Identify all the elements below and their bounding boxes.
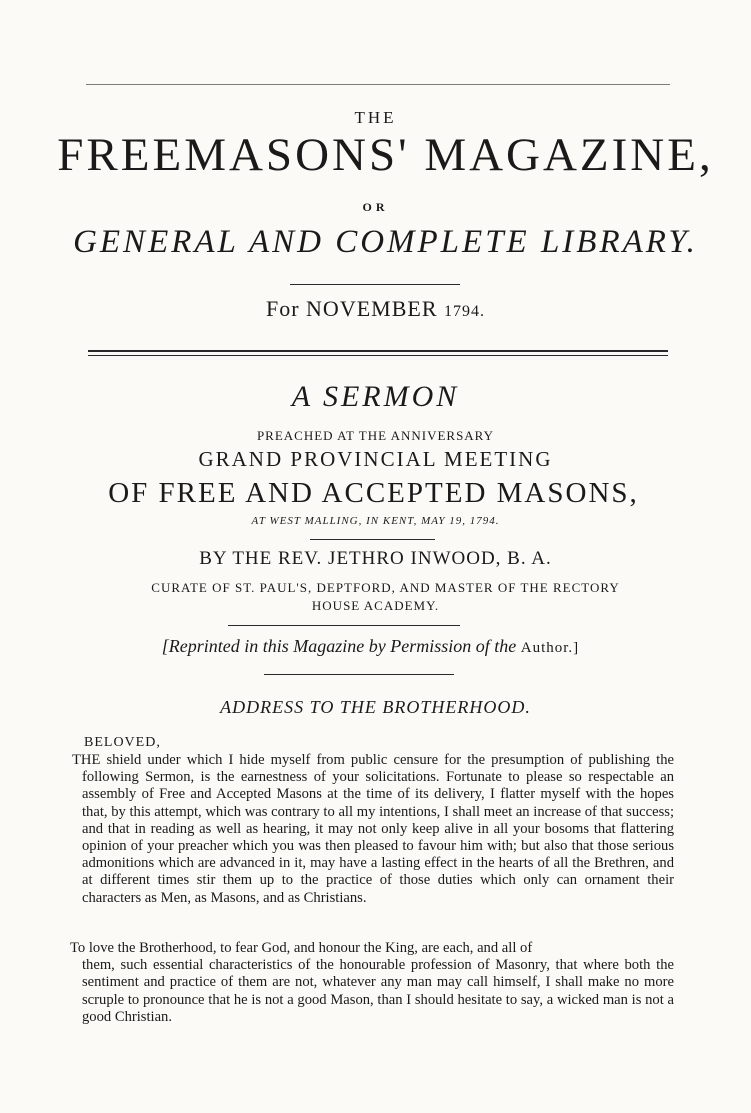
issue-prefix: For xyxy=(265,296,300,321)
curate-line-2: HOUSE ACADEMY. xyxy=(311,598,440,613)
top-rule xyxy=(86,84,670,85)
reprint-note xyxy=(0,636,746,657)
magazine-subtitle: GENERAL AND COMPLETE LIBRARY. xyxy=(73,224,698,260)
paragraph-1 xyxy=(72,752,674,907)
place-line: AT WEST MALLING, IN KENT, MAY 19, 1794. xyxy=(251,515,500,527)
meeting-line: GRAND PROVINCIAL MEETING xyxy=(198,447,553,471)
title-the: THE xyxy=(354,108,397,127)
salutation: BELOVED, xyxy=(84,735,161,750)
issue-line xyxy=(0,296,751,322)
preached-line: PREACHED AT THE ANNIVERSARY xyxy=(256,428,495,443)
reprint-text: [Reprinted in this Magazine by Permission of the xyxy=(161,636,517,656)
sermon-title: A SERMON xyxy=(291,380,460,413)
issue-rule-top xyxy=(290,284,460,285)
reprint-rule-bottom xyxy=(264,674,454,675)
paragraph-1-text: HE shield under which I hide myself from public censure for the presumption of publishing the following Sermon, is the earnestness of your solicitations. Fortunate to please so respectable an assembly of Free and Accepted Masons at the time of its delivery, I flatter myself with the hopes that, by this attempt, which was contrary to all my intentions, I shall meet an increase of that success; and that in reading as well as hearing, it may not only keep alive in all your bosoms that flattering opinion of your preacher which you was then pleased to favour him with; but also that those serious admonitions which are advanced in it, may have a lasting effect in the hearts of all the Brethren, and at different times stir them up to the practice of those duties which only can ornament their characters as Men, as Masons, and as Christians. xyxy=(80,752,674,906)
paragraph-2-text: them, such essential characteristics of the honourable profession of Masonry, that where both the sentiment and practice of them are not, whatever any man may call himself, I shall make no more scruple to pronounce that he is not a good Mason, than I should hesitate to say, a wicked man is not a good Christian. xyxy=(82,957,674,1025)
paragraph-1-initial: T xyxy=(72,752,81,768)
author-rule xyxy=(310,539,435,540)
title-or: OR xyxy=(362,200,389,214)
reprint-rule-top xyxy=(228,625,460,626)
masons-line: OF FREE AND ACCEPTED MASONS, xyxy=(108,477,639,509)
author-line: BY THE REV. JETHRO INWOOD, B. A. xyxy=(199,548,552,569)
double-rule-lower xyxy=(88,355,668,356)
address-heading: ADDRESS TO THE BROTHERHOOD. xyxy=(220,697,531,717)
paragraph-2 xyxy=(70,940,674,1026)
issue-month: NOVEMBER xyxy=(306,296,438,321)
double-rule-upper xyxy=(88,350,668,352)
curate-line-1: CURATE OF ST. PAUL'S, DEPTFORD, AND MASTER OF THE RECTORY xyxy=(151,580,620,595)
reprint-author: Author.] xyxy=(520,640,580,656)
issue-year: 1794. xyxy=(444,303,485,320)
magazine-title: FREEMASONS' MAGAZINE, xyxy=(57,129,714,181)
paragraph-2-first-line: To love the Brotherhood, to fear God, and honour the King, are each, and all of xyxy=(70,940,533,956)
